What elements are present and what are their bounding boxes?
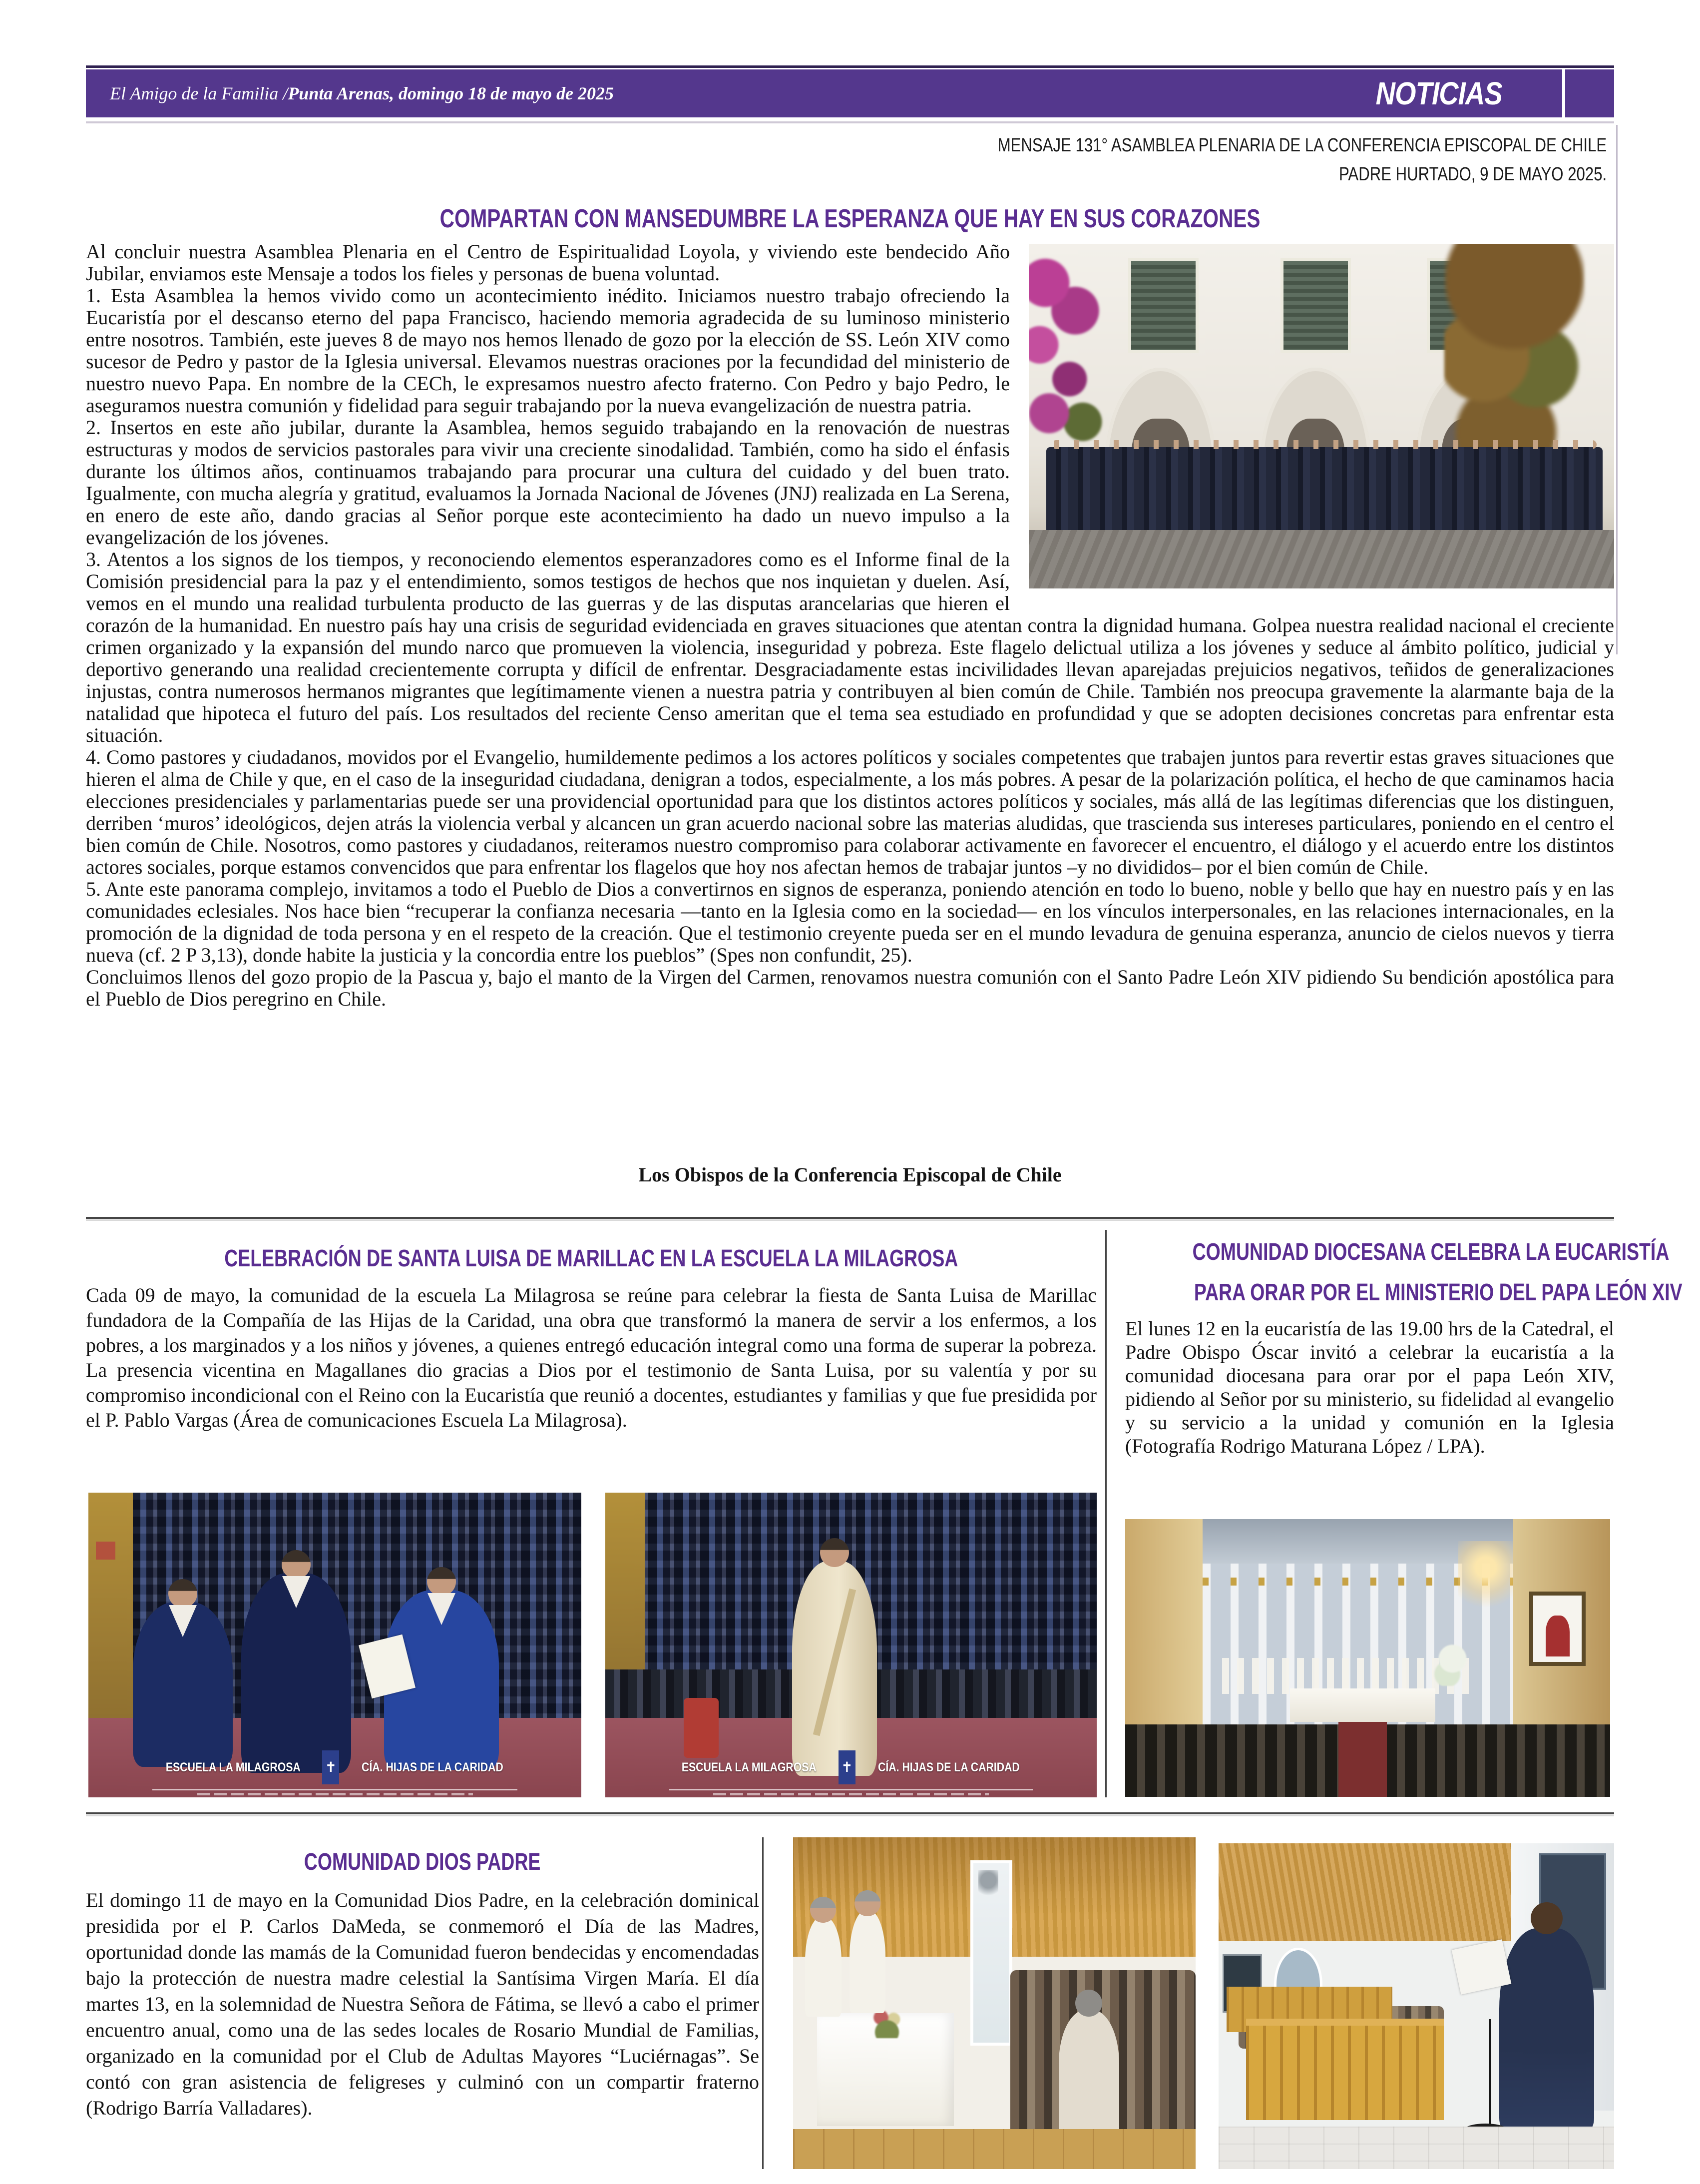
diocesana-headline bbox=[1125, 1235, 1683, 1316]
chandelier-icon bbox=[978, 1870, 998, 1903]
caption-subtext bbox=[197, 1793, 473, 1795]
bougainvillea-icon bbox=[1029, 251, 1111, 465]
caption-school: ESCUELA LA MILAGROSA bbox=[682, 1760, 817, 1774]
main-headline bbox=[86, 204, 1614, 234]
altar-flowers bbox=[1431, 1644, 1474, 1685]
diocesana-headline-line1: COMUNIDAD DIOCESANA CELEBRA LA EUCARISTÍA bbox=[1192, 1239, 1670, 1265]
building-window-icon bbox=[1128, 258, 1199, 353]
caption-congregation: CÍA. HIJAS DE LA CARIDAD bbox=[877, 1760, 1020, 1774]
chandelier-icon bbox=[1458, 1541, 1513, 1616]
pope-portrait-frame bbox=[1529, 1592, 1586, 1666]
photo-caption bbox=[605, 1750, 1097, 1784]
altar-table bbox=[1290, 1688, 1435, 1722]
dateline bbox=[864, 131, 1607, 189]
parishioner-figure bbox=[1059, 2010, 1119, 2129]
column-rule-bottom bbox=[762, 1837, 764, 2169]
paved-ground bbox=[1029, 530, 1614, 588]
caption-rule bbox=[152, 1789, 517, 1790]
article-paragraph: 3. Atentos a los signos de los tiempos, y reconociendo elementos esperanzadores como es el Informe final de la Comisión presidencial para la paz y el entendimiento, somos testigos de hechos que nos inquietan y duelen. Así, vemos en el mundo una realidad turbulenta producto de las guerras y de las disputas arancelarias que hieren el corazón de la humanidad. En nuestro país hay una crisis de seguridad evidenciada en graves situaciones que atentan contra la dignidad humana. Golpea nuestra realidad nacional el creciente crimen organizado y la expansión del mundo narco que promueven la violencia, inseguridad y pobreza. Este flagelo delictual utiliza a los jóvenes y seduce al ámbito político, judicial y deportivo generando una realidad crecientemente corrupta y difícil de enfrentar. Desgraciadamente estas incivilidades llevan aparejadas prejuicios negativos, teñidos de generalizaciones injustas, contra numerosos hermanos migrantes que legítimamente vienen a nuestra patria y contribuyen al bien común de Chile. También nos preocupa gravemente la alarmante baja de la natalidad que hipoteca el futuro del país. Los resultados del reciente Censo ameritan que el tema sea estudiado en profundidad y que se adopten decisiones concretas para enfrentar esta situación. bbox=[86, 548, 1614, 746]
altar-table bbox=[817, 2013, 954, 2126]
article-signoff: Los Obispos de la Conferencia Episcopal de Chile bbox=[638, 1163, 1062, 1186]
photo-milagrosa-sisters bbox=[88, 1493, 581, 1797]
dios-padre-body: El domingo 11 de mayo en la Comunidad Dios Padre, en la celebración dominical presidida por el P. Carlos DaMeda, se conmemoró el Día de las Madres, oportunidad donde las mamás de la Comunidad fueron bendecidas y encomendadas bajo la protección de nuestra madre celestial la Santísima Virgen María. El día martes 13, en la solemnidad de Nuestra Señora de Fátima, se llevó a cabo el primer encuentro anual, como una de las sedes locales de Rosario Mundial de Familias, organizado en la comunidad por el Club de Adultas Mayores “Luciérnagas”. Se contó con gran asistencia de feligreses y culminó con un compartir fraterno (Rodrigo Barría Valladares). bbox=[86, 1889, 759, 2119]
caption-school: ESCUELA LA MILAGROSA bbox=[165, 1760, 301, 1774]
wood-floor bbox=[793, 2129, 1196, 2169]
masthead-edition bbox=[110, 69, 614, 117]
photo-asamblea-obispos bbox=[1029, 244, 1614, 588]
masthead-corner-block bbox=[1565, 69, 1614, 117]
photo-milagrosa-priest bbox=[605, 1493, 1097, 1797]
right-margin-rule bbox=[1616, 125, 1618, 654]
priest-figure bbox=[792, 1561, 877, 1776]
tile-floor bbox=[1219, 2127, 1614, 2169]
column-rule-middle bbox=[1105, 1230, 1107, 1797]
milagrosa-body: Cada 09 de mayo, la comunidad de la escuela La Milagrosa se reúne para celebrar la fiesta de Santa Luisa de Marillac fundadora de la Compañía de las Hijas de la Caridad, una obra que transformó la manera de servir a los enfermos, a los pobres, a los marginados y a los niños y jóvenes, a quienes entregó educación integral como una forma de superar la pobreza. La presencia vicentina en Magallanes dio gracias a Dios por el testimonio de Santa Luisa, por su valentía y por su compromiso incondicional con el Reino con la Eucaristía que reunió a docentes, estudiantes y familias y que fue presidida por el P. Pablo Vargas (Área de comunicaciones Escuela La Milagrosa). bbox=[86, 1284, 1097, 1431]
wooden-pew bbox=[1246, 2026, 1444, 2120]
bishops-group-row bbox=[1046, 447, 1602, 534]
caption-congregation: CÍA. HIJAS DE LA CARIDAD bbox=[362, 1760, 504, 1774]
dios-padre-headline bbox=[86, 1848, 759, 1876]
photo-dios-padre-misa bbox=[793, 1837, 1196, 2169]
masthead-section-label: NOTICIAS bbox=[1375, 75, 1502, 111]
reader-figure bbox=[1499, 1928, 1594, 2130]
masthead-date: Punta Arenas, domingo 18 de mayo de 2025 bbox=[288, 83, 614, 103]
masthead-section bbox=[1353, 69, 1502, 117]
congregation-logo-icon: ✝ bbox=[839, 1750, 855, 1784]
priest-figure bbox=[850, 1910, 886, 2013]
sister-figure bbox=[241, 1573, 351, 1773]
section-divider-shadow bbox=[86, 1815, 1614, 1816]
milagrosa-headline-text: CELEBRACIÓN DE SANTA LUISA DE MARILLAC EN LA ESCUELA LA MILAGROSA bbox=[224, 1245, 958, 1272]
caption-subtext bbox=[713, 1793, 988, 1795]
priest-figure bbox=[805, 1917, 842, 2016]
dios-padre-headline-text: COMUNIDAD DIOS PADRE bbox=[304, 1849, 541, 1875]
gym-wall bbox=[88, 1493, 133, 1724]
main-article-body bbox=[86, 241, 1614, 1157]
article-paragraph: 1. Esta Asamblea la hemos vivido como un acontecimiento inédito. Iniciamos nuestro trabajo ofreciendo la Eucaristía por el descanso eterno del papa Francisco, haciendo memoria agradecida de su luminoso ministerio entre nosotros. También, este jueves 8 de mayo nos hemos llenado de gozo por la elección de SS. León XIV como sucesor de Pedro y pastor de la Iglesia universal. Elevamos nuestras oraciones por la fecundidad del ministerio de nuestro nuevo Papa. En nombre de la CECh, le expresamos nuestro afecto fraterno. Con Pedro y bajo Pedro, le aseguramos nuestra comunión y fidelidad para seguir trabajando por la nueva evangelización de nuestra patria. bbox=[86, 284, 1010, 417]
article-paragraph: 5. Ante este panorama complejo, invitamos a todo el Pueblo de Dios a convertirnos en signos de esperanza, poniendo atención en todo lo bueno, noble y bello que hay en nuestro país y en las comunidades eclesiales. Nos hace bien “recuperar la confianza necesaria —tanto en la Iglesia como en la sociedad— en los vínculos interpersonales, en las relaciones internacionales, en la promoción de la dignidad de toda persona y en el respeto de la creación. Que el testimonio creyente pueda ser en el mundo levadura de genuina esperanza, anuncio de cielos nuevos y tierra nueva (cf. 2 P 3,13), donde habite la justicia y la concordia entre los pueblos” (Spes non confundit, 25). bbox=[86, 878, 1614, 966]
photo-catedral-eucaristia bbox=[1125, 1519, 1610, 1797]
masthead-shadow-rule bbox=[86, 121, 1614, 123]
dateline-line1: MENSAJE 131° ASAMBLEA PLENARIA DE LA CONFERENCIA EPISCOPAL DE CHILE bbox=[997, 135, 1607, 156]
photo-caption bbox=[88, 1750, 581, 1784]
photo-rosario-familias bbox=[1219, 1843, 1614, 2169]
main-headline-text: COMPARTAN CON MANSEDUMBRE LA ESPERANZA QUE HAY EN SUS CORAZONES bbox=[439, 204, 1261, 233]
diocesana-headline-line2: PARA ORAR POR EL MINISTERIO DEL PAPA LEÓN XIV bbox=[1194, 1279, 1683, 1306]
caption-rule bbox=[669, 1789, 1033, 1790]
section-divider-shadow bbox=[86, 1219, 1614, 1221]
priest-stole bbox=[813, 1589, 856, 1736]
red-chair bbox=[684, 1698, 719, 1758]
milagrosa-headline bbox=[86, 1245, 1097, 1272]
article-paragraph: 4. Como pastores y ciudadanos, movidos por el Evangelio, humildemente pedimos a los actores políticos y sociales competentes que trabajen juntos para revertir estas graves situaciones que hieren el alma de Chile y que, en el caso de la inseguridad ciudadana, denigran a todos, especialmente, a los más pobres. A pesar de la polarización política, el hecho de que caminamos hacia elecciones presidenciales y parlamentarias puede ser una providencial oportunidad para que los distintos actores políticos y sociales, más allá de las legítimas diferencias que los distinguen, derriben ‘muros’ ideológicos, dejen atrás la violencia verbal y alcancen un gran acuerdo nacional sobre las materias aludidas, que trascienda sus intereses particulares, poniendo en el centro el bien común de Chile. Nosotros, como pastores y ciudadanos, reiteramos nuestro compromiso para colaborar activamente en favorecer el encuentro, el diálogo y el acuerdo entre los distintos actores sociales, porque estamos convencidos que para enfrentar los flagelos que hoy nos afectan hemos de trabajar juntos –y no divididos– por el bien común de Chile. bbox=[86, 746, 1614, 878]
aisle-carpet bbox=[1338, 1722, 1387, 1797]
congregation-logo-icon: ✝ bbox=[322, 1750, 339, 1784]
masthead-paper-name: El Amigo de la Familia / bbox=[110, 83, 288, 103]
diocesana-body: El lunes 12 en la eucaristía de las 19.00 hrs de la Catedral, el Padre Obispo Óscar invitó a celebrar la eucaristía a la comunidad diocesana para orar por el papa León XIV, pidiendo al Señor por su ministerio, su fidelidad al evangelio y su servicio a la unidad y comunión en la Iglesia (Fotografía Rodrigo Maturana López / LPA). bbox=[1125, 1317, 1614, 1457]
section-divider bbox=[86, 1812, 1614, 1814]
article-paragraph: Al concluir nuestra Asamblea Plenaria en el Centro de Espiritualidad Loyola, y viviendo este bendecido Año Jubilar, enviamos este Mensaje a todos los fieles y personas de buena voluntad. bbox=[86, 241, 1010, 285]
masthead-bar bbox=[86, 69, 1562, 117]
article-paragraph: 2. Insertos en este año jubilar, durante la Asamblea, hemos seguido trabajando en la renovación de nuestras estructuras y modos de servicios pastorales para vivir una creciente sinodalidad. También, como ha sido el énfasis durante los últimos años, continuamos trabajando para procurar una cultura del cuidado y del buen trato. Igualmente, con mucha alegría y gratitud, evaluamos la Jornada Nacional de Jóvenes (JNJ) realizada en La Serena, en enero de este año, dando gracias al Señor porque este acontecimiento ha dado un nuevo impulso a la evangelización de los jóvenes. bbox=[86, 416, 1010, 548]
microphone-stand-icon bbox=[1489, 2019, 1491, 2130]
gym-sign bbox=[96, 1542, 115, 1560]
dateline-line2: PADRE HURTADO, 9 DE MAYO 2025. bbox=[1338, 164, 1607, 185]
article-paragraph: Concluimos llenos del gozo propio de la Pascua y, bajo el manto de la Virgen del Carmen, renovamos nuestra comunión con el Santo Padre León XIV pidiendo Su bendición apostólica para el Pueblo de Dios peregrino en Chile. bbox=[86, 966, 1614, 1010]
building-window-icon bbox=[1280, 258, 1351, 353]
section-divider bbox=[86, 1217, 1614, 1219]
sister-figure bbox=[133, 1602, 233, 1767]
masthead-topline bbox=[86, 65, 1614, 68]
